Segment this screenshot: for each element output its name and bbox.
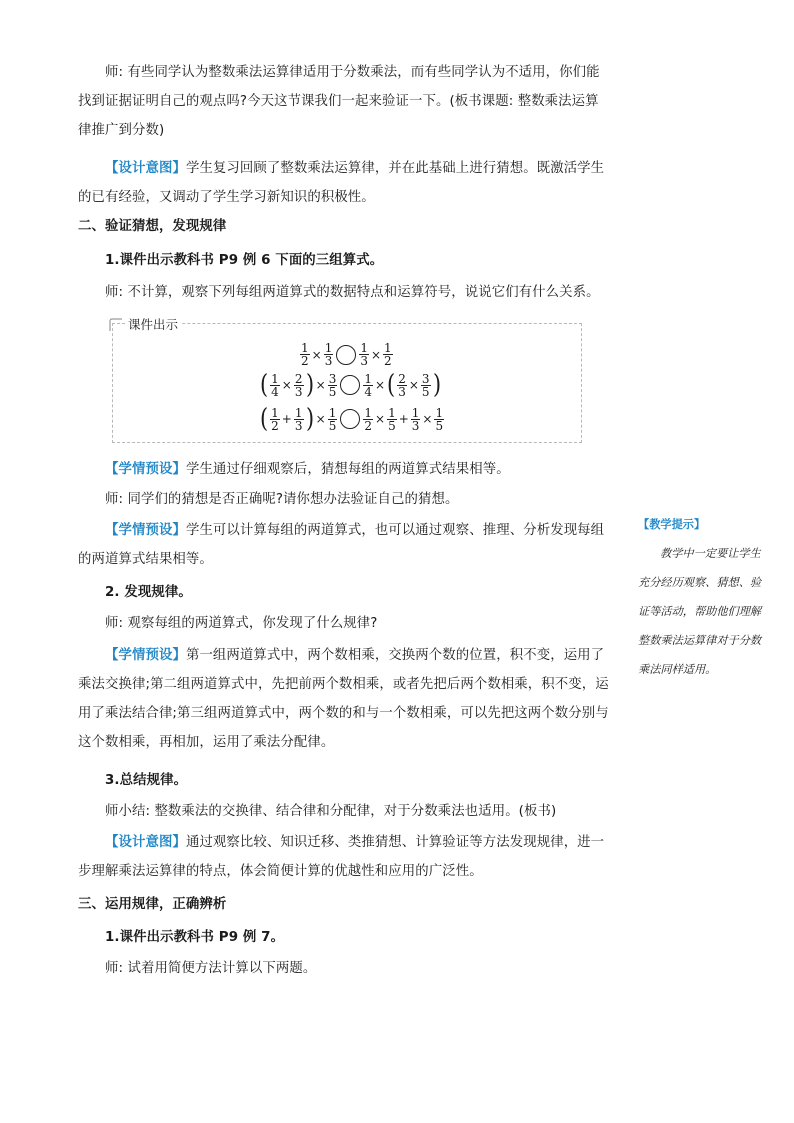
paren-left: (: [260, 404, 269, 434]
fraction: $\frac{1}{3}$: [411, 405, 420, 433]
fraction: $\frac{1}{5}$: [435, 405, 444, 433]
section-heading-2: 二、验证猜想，发现规律: [78, 219, 227, 234]
para-prediction-2-text: 学生可以计算每组的两道算式，也可以通过观察、推理、分析发现每组的两道算式结果相等。: [78, 523, 605, 567]
para-intro-text: 师: 有些同学认为整数乘法运算律适用于分数乘法，而有些同学认为不适用，你们能找到证据证明自己的观点吗?今天这节课我们一起来验证一下。(板书课题: 整数乘法运算律推广到分数): [78, 65, 600, 138]
para-prediction-3-text: 第一组两道算式中，两个数相乘，交换两个数的位置，积不变，运用了乘法交换律;第二组两道算式中，先把前两个数相乘，或者先把后两个数相乘，积不变，运用了乘法结合律;第三组两道算式中，两个数的和与一个数相乘，可以先把这两个数分别与这个数相乘，再相加，运用了乘法分配律。: [78, 648, 609, 750]
para-prediction-2: [78, 516, 610, 574]
equation-row-3: [259, 406, 445, 432]
para-design-intent-2-text: 通过观察比较、知识迁移、类推猜想、计算验证等方法发现规律，进一步理解乘法运算律的特点，体会简便计算的优越性和应用的广泛性。: [78, 835, 605, 879]
para-design-intent-2: [78, 828, 610, 886]
fraction: $\frac{2}{3}$: [294, 371, 303, 399]
design-intent-tag: 【设计意图】: [105, 835, 186, 850]
section-heading-3: 三、运用规律，正确辨析: [78, 897, 227, 912]
step-4: 1.课件出示教科书 P9 例 7。: [105, 930, 285, 945]
equation-row-2: [259, 372, 442, 398]
compare-circle: [340, 409, 360, 429]
fraction: $\frac{1}{3}$: [324, 341, 333, 368]
equation-row-1: [299, 342, 394, 367]
para-prediction-3: [78, 641, 610, 757]
prediction-tag: 【学情预设】: [105, 523, 186, 538]
step-3: 3.总结规律。: [105, 773, 188, 788]
fraction: $\frac{1}{3}$: [360, 341, 368, 368]
para-prediction-1: [78, 455, 610, 484]
times-sign: ×: [422, 412, 433, 426]
fraction: $\frac{1}{3}$: [294, 405, 303, 433]
compare-circle: [336, 345, 356, 365]
step-1: 1.课件出示教科书 P9 例 6 下面的三组算式。: [105, 253, 384, 268]
para-design-intent-1: [78, 154, 610, 212]
corner-mark-icon: [109, 318, 123, 332]
paren-left: (: [387, 370, 396, 400]
para-summary: 师小结: 整数乘法的交换律、结合律和分配律，对于分数乘法也适用。(板书): [105, 804, 557, 819]
compare-circle: [340, 375, 360, 395]
para-prediction-1-text: 学生通过仔细观察后，猜想每组的两道算式结果相等。: [185, 462, 510, 477]
para-try: 师: 试着用简便方法计算以下两题。: [105, 961, 317, 976]
paren-right: ): [305, 404, 314, 434]
teaching-tip-sidebar: [638, 510, 762, 684]
times-sign: ×: [281, 378, 292, 392]
fraction: $\frac{2}{3}$: [398, 371, 406, 399]
teaching-tip-title: 【教学提示】: [638, 518, 706, 531]
fraction: $\frac{3}{5}$: [328, 371, 337, 399]
times-sign: ×: [315, 412, 326, 426]
teaching-tip-body: 教学中一定要让学生充分经历观察、猜想、验证等活动，帮助他们理解整数乘法运算律对于分数乘法同样适用。: [638, 547, 762, 676]
fraction: $\frac{1}{5}$: [388, 405, 396, 433]
para-find-rule: 师: 观察每组的两道算式，你发现了什么规律?: [105, 616, 378, 631]
times-sign: ×: [408, 378, 419, 392]
para-observe: 师: 不计算，观察下列每组两道算式的数据特点和运算符号，说说它们有什么关系。: [105, 285, 600, 300]
courseware-box: [112, 317, 582, 443]
design-intent-tag: 【设计意图】: [105, 161, 186, 176]
paren-left: (: [260, 370, 269, 400]
para-intro: [78, 58, 610, 145]
step-2: 2. 发现规律。: [105, 585, 192, 600]
fraction: $\frac{1}{2}$: [271, 405, 279, 433]
paren-right: ): [432, 370, 441, 400]
times-sign: ×: [375, 412, 386, 426]
prediction-tag: 【学情预设】: [105, 648, 186, 663]
paren-right: ): [305, 370, 314, 400]
fraction: $\frac{1}{4}$: [271, 371, 279, 399]
para-design-intent-1-text: 学生复习回顾了整数乘法运算律，并在此基础上进行猜想。既激活学生的已有经验，又调动了学生学习新知识的积极性。: [78, 161, 605, 205]
fraction: $\frac{1}{4}$: [364, 371, 372, 399]
para-verify: 师: 同学们的猜想是否正确呢?请你想办法验证自己的猜想。: [105, 492, 459, 507]
fraction: $\frac{1}{2}$: [384, 341, 392, 368]
fraction: $\frac{1}{2}$: [301, 341, 309, 368]
times-sign: ×: [375, 378, 386, 392]
courseware-label: 课件出示: [125, 315, 181, 333]
fraction: $\frac{1}{5}$: [328, 405, 337, 433]
plus-sign: +: [281, 412, 292, 426]
prediction-tag: 【学情预设】: [105, 462, 186, 477]
times-sign: ×: [315, 378, 326, 392]
times-sign: ×: [370, 347, 382, 362]
fraction: $\frac{1}{2}$: [364, 405, 372, 433]
plus-sign: +: [398, 412, 409, 426]
fraction: $\frac{3}{5}$: [421, 371, 430, 399]
times-sign: ×: [311, 347, 322, 362]
